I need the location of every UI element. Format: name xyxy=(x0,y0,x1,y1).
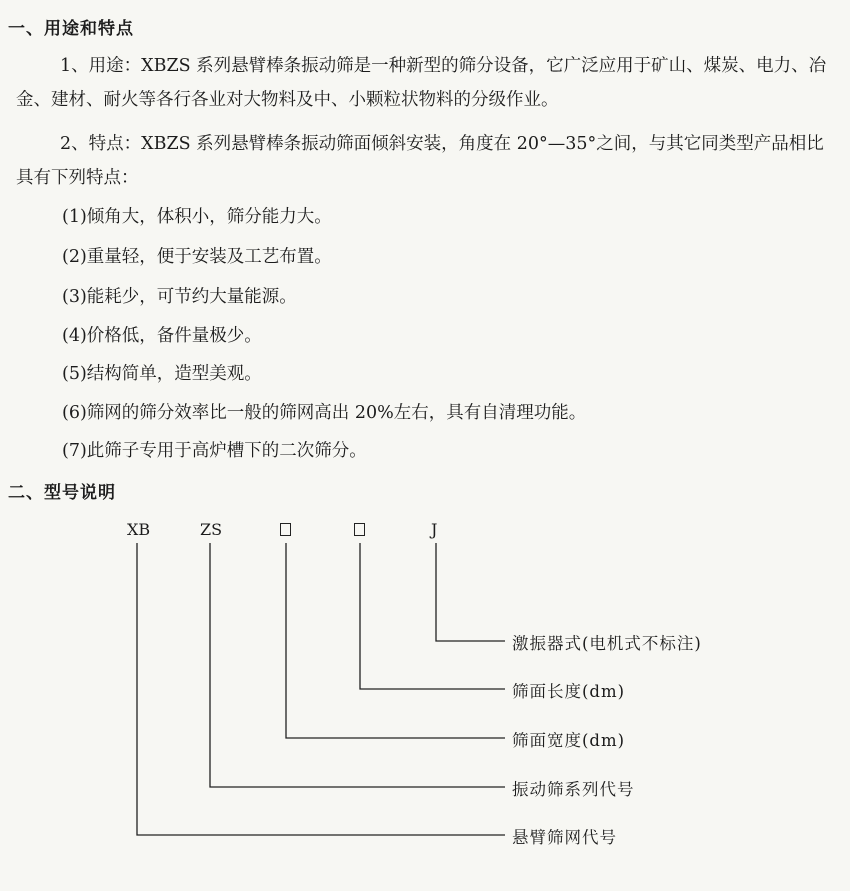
section-heading-model-description: 二、型号说明 xyxy=(8,483,116,503)
feature-item: (4)价格低，备件量极少。 xyxy=(62,326,262,346)
feature-item: (3)能耗少，可节约大量能源。 xyxy=(62,287,297,307)
desc-screen-length: 筛面长度(dm) xyxy=(512,682,626,701)
features-intro-text: 2、特点：XBZS 系列悬臂棒条振动筛面倾斜安装，角度在 20°—35°之间，与其它同类型产品相比具有下列特点： xyxy=(16,134,824,188)
connector-line xyxy=(360,543,505,689)
code-zs: ZS xyxy=(200,520,223,539)
feature-item: (5)结构简单，造型美观。 xyxy=(62,364,262,384)
connector-line xyxy=(436,543,505,641)
section-heading-usage-features: 一、用途和特点 xyxy=(8,19,134,39)
code-xb: XB xyxy=(127,520,151,539)
connector-line xyxy=(210,543,505,787)
desc-screen-width: 筛面宽度(dm) xyxy=(512,731,626,750)
feature-item: (6)筛网的筛分效率比一般的筛网高出 20%左右，具有自清理功能。 xyxy=(62,403,587,423)
feature-item: (2)重量轻，便于安装及工艺布置。 xyxy=(62,247,332,267)
feature-item: (1)倾角大，体积小，筛分能力大。 xyxy=(62,207,332,227)
feature-item: (7)此筛子专用于高炉槽下的二次筛分。 xyxy=(62,441,367,461)
desc-exciter-type: 激振器式(电机式不标注) xyxy=(512,634,702,653)
code-j: J xyxy=(431,520,438,539)
usage-text: 1、用途：XBZS 系列悬臂棒条振动筛是一种新型的筛分设备，它广泛应用于矿山、煤炭、电力、冶金、建材、耐火等各行各业对大物料及中、小颗粒状物料的分级作业。 xyxy=(16,56,827,110)
desc-series-code: 振动筛系列代号 xyxy=(512,780,635,799)
desc-cantilever-code: 悬臂筛网代号 xyxy=(512,828,617,847)
